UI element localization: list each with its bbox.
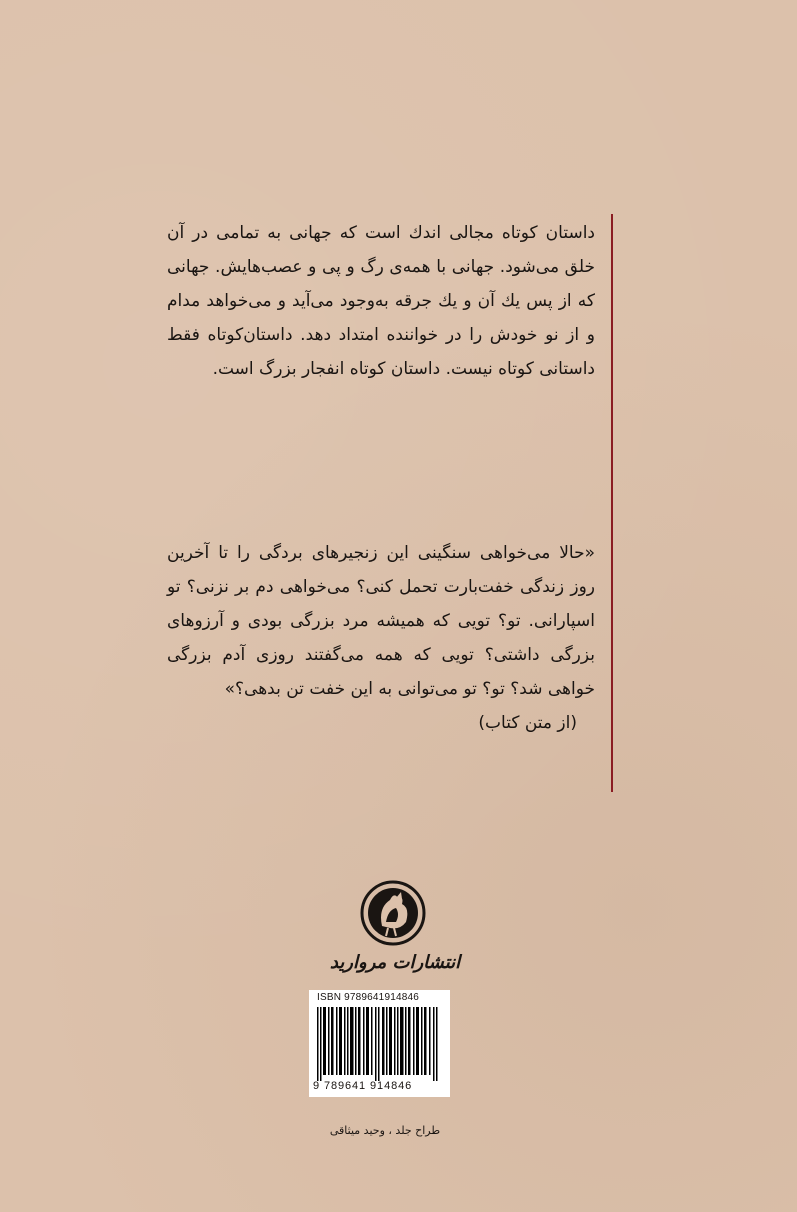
publisher-name: انتشارات مروارید [329, 952, 461, 973]
cover-designer-credit: طراح جلد ، وحید میثاقی [329, 1124, 441, 1137]
blurb-text-block [167, 216, 595, 386]
barcode-bars [317, 1007, 443, 1081]
rooster-logo-icon [360, 878, 426, 948]
vertical-rule [611, 214, 613, 792]
barcode-digits: 9 789641 914846 [313, 1080, 413, 1092]
isbn-label: ISBN 9789641914846 [317, 992, 420, 1003]
book-quote: «حالا می‌خواهی سنگینی این زنجیرهای بردگی را تا آخرین روز زندگی خفت‌بارت تحمل کنی؟ می‌خواهی دم بر نزنی؟ تو اسپارانی. تو؟ تویی که همیشه مرد بزرگی بودی و آرزوهای بزرگی داشتی؟ تویی که همه می‌گفتند روزی آدم بزرگی خواهی شد؟ تو؟ تو می‌توانی به این خفت تن بدهی؟» [167, 543, 595, 699]
blurb-paragraph: داستان کوتاه مجالی اندك است که جهانی به تمامی در آن خلق می‌شود. جهانی با همه‌ی رگ و پی و عصب‌هایش. جهانی که از پس یك آن و یك جرقه به‌وجود می‌آید و می‌خواهد مدام و از نو خودش را در خواننده امتداد دهد. داستان‌کوتاه فقط داستانی کوتاه نیست. داستان کوتاه انفجار بزرگ است. [167, 223, 595, 379]
isbn-barcode [309, 990, 450, 1097]
quote-source: (از متن کتاب) [478, 713, 577, 733]
quote-text-block [167, 536, 595, 740]
